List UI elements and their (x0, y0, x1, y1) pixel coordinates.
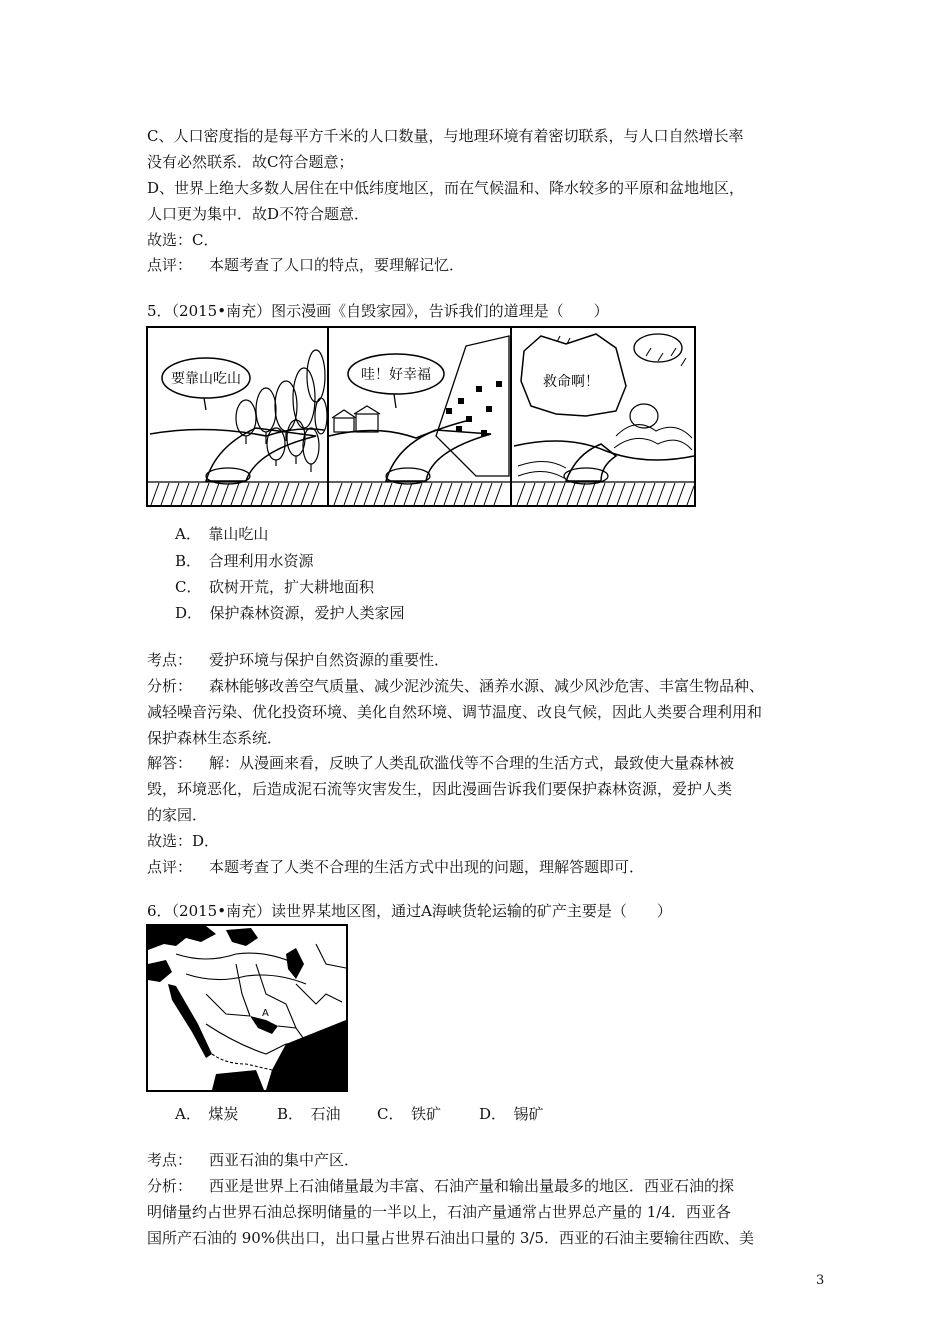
kaodian-text: 西亚石油的集中产区． (209, 1151, 360, 1169)
map-label-a: A (262, 1008, 269, 1019)
kaodian-label: 考点： (147, 651, 193, 669)
panel1-bubble-text: 要靠山吃山 (171, 371, 241, 387)
comment-label: 点评： (147, 256, 193, 274)
fenxi-line (147, 1175, 734, 1197)
text-line: 毁，环境恶化，后造成泥石流等灾害发生，因此漫画告诉我们要保护森林资源，爱护人类 (147, 780, 733, 798)
comment-line (147, 856, 644, 878)
comment-line (147, 254, 464, 276)
text-line: 国所产石油的 90%供出口，出口量占世界石油出口量的 3/5．西亚的石油主要输往西欧、美 (147, 1229, 755, 1247)
fenxi-line (147, 675, 764, 697)
kaodian-line (147, 1149, 359, 1171)
text-line: D、世界上绝大多数人居住在中低纬度地区，而在气候温和、降水较多的平原和盆地地区， (147, 179, 745, 197)
kaodian-line (147, 649, 449, 671)
panel2-bubble-text: 哇！好幸福 (361, 367, 431, 383)
jieda-line (147, 752, 734, 774)
option-b: B． 合理利用水资源 (175, 552, 314, 570)
answer-line: 故选：D． (147, 832, 220, 850)
fenxi-text: 西亚是世界上石油储量最为丰富、石油产量和输出量最多的地区．西亚石油的探 (209, 1177, 735, 1195)
page-number: 3 (816, 1273, 825, 1288)
text-line: 减轻噪音污染、优化投资环境、美化自然环境、调节温度、改良气候，因此人类要合理利用和 (147, 703, 763, 721)
text-line: 保护森林生态系统． (147, 729, 283, 747)
option-b: B． 石油 (277, 1105, 341, 1123)
option-a: A． 煤炭 (175, 1105, 239, 1123)
fenxi-label: 分析： (147, 677, 193, 695)
kaodian-text: 爱护环境与保护自然资源的重要性． (209, 651, 450, 669)
kaodian-label: 考点： (147, 1151, 193, 1169)
text-line: 没有必然联系．故C符合题意； (147, 153, 354, 171)
question-5-stem: 5．（2015•南充）图示漫画《自毁家园》，告诉我们的道理是（ ） (147, 302, 609, 320)
jieda-text: 解：从漫画来看，反映了人类乱砍滥伐等不合理的生活方式，最致使大量森林被 (209, 754, 735, 772)
text-line: 明储量约占世界石油总探明储量的一半以上，石油产量通常占世界总产量的 1/4．西亚各 (147, 1203, 731, 1221)
option-c: C． 铁矿 (377, 1105, 441, 1123)
comment-text: 本题考查了人类不合理的生活方式中出现的问题，理解答题即可． (209, 858, 645, 876)
text-line: 人口更为集中．故D不符合题意． (147, 205, 370, 223)
text-line: C、人口密度指的是每平方千米的人口数量，与地理环境有着密切联系，与人口自然增长率 (147, 127, 744, 145)
option-a: A． 靠山吃山 (175, 525, 269, 543)
comment-label: 点评： (147, 858, 193, 876)
fenxi-text: 森林能够改善空气质量、减少泥沙流失、涵养水源、减少风沙危害、丰富生物品种、 (209, 677, 765, 695)
jieda-label: 解答： (147, 754, 193, 772)
panel3-bubble-text: 救命啊！ (543, 374, 599, 390)
cartoon-figure (146, 326, 696, 507)
option-c: C． 砍树开荒，扩大耕地面积 (175, 578, 374, 596)
map-figure (146, 924, 348, 1092)
fenxi-label: 分析： (147, 1177, 193, 1195)
options-row (175, 1103, 544, 1125)
option-d: D． 锡矿 (479, 1105, 544, 1123)
option-d: D． 保护森林资源，爱护人类家园 (175, 604, 405, 622)
question-6-stem: 6．（2015•南充）读世界某地区图，通过A海峡货轮运输的矿产主要是（ ） (147, 902, 672, 920)
comment-text: 本题考查了人口的特点，要理解记忆． (209, 256, 465, 274)
answer-line: 故选：C． (147, 231, 219, 249)
text-line: 的家园． (147, 806, 208, 824)
